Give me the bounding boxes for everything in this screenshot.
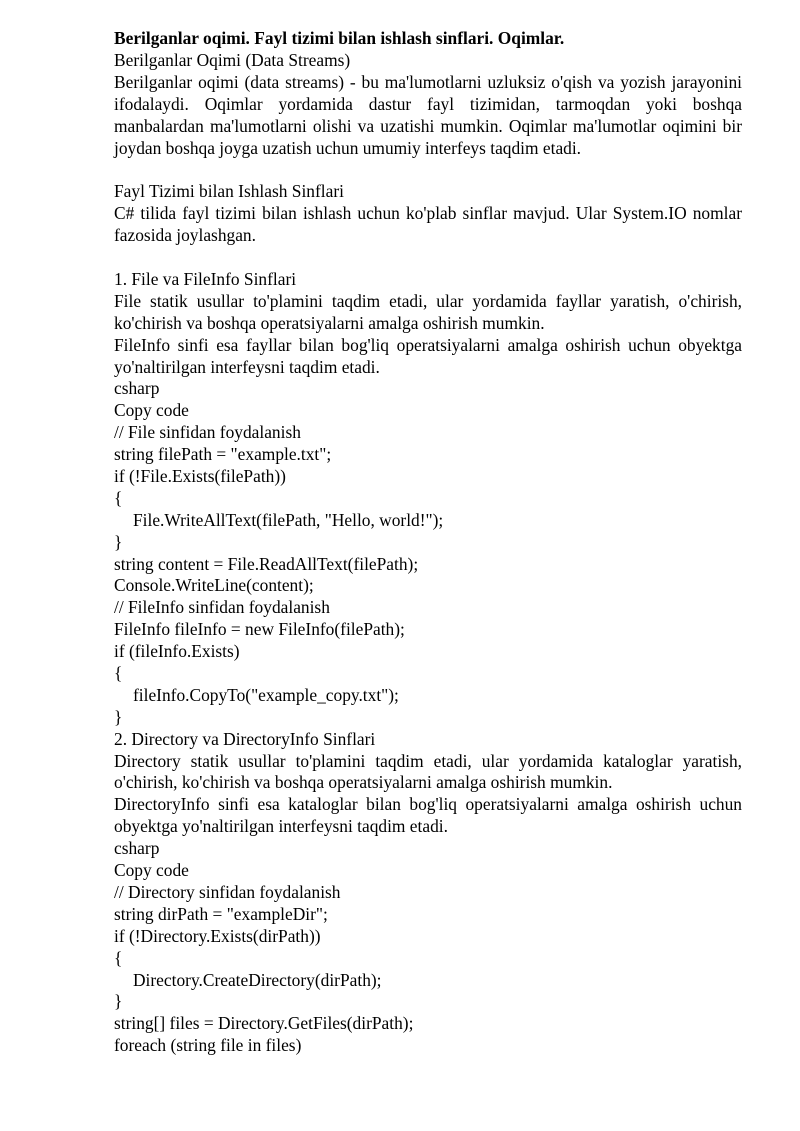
code-line: { [114,487,123,508]
blank-line [114,247,742,269]
code-block-file [114,422,742,728]
code-lang-label: csharp [114,838,160,859]
copy-code-link[interactable]: Copy code [114,400,189,421]
code-line: string filePath = "example.txt"; [114,444,332,465]
blank-line [114,159,742,181]
code-line: { [114,947,123,968]
code-line: File.WriteAllText(filePath, "Hello, world!"); [133,509,444,530]
code-line: string content = File.ReadAllText(filePath); [114,553,419,574]
code-line: } [114,531,123,552]
code-line: // File sinfidan foydalanish [114,422,301,443]
code-lang-label: csharp [114,378,160,399]
code-line: } [114,991,123,1012]
code-line: // FileInfo sinfidan foydalanish [114,597,330,618]
paragraph-fileinfo: FileInfo sinfi esa fayllar bilan bog'liq operatsiyalarni amalga oshirish uchun obyektga yo'naltirilgan interfeysni taqdim etadi. [114,334,742,377]
paragraph-file-system: C# tilida fayl tizimi bilan ishlash uchun ko'plab sinflar mavjud. Ular System.IO nomlar fazosida joylashgan. [114,203,742,246]
document-title: Berilganlar oqimi. Fayl tizimi bilan ishlash sinflari. Oqimlar. [114,28,565,48]
code-line: FileInfo fileInfo = new FileInfo(filePath); [114,619,405,640]
code-block-directory [114,882,742,1057]
paragraph-data-streams: Berilganlar oqimi (data streams) - bu ma'lumotlarni uzluksiz o'qish va yozish jarayonini ifodalaydi. Oqimlar yordamida dastur fayl tizimidan, tarmoqdan yoki boshqa manbalardan ma'lumotlarni olishi va uzatishi mumkin. Oqimlar ma'lumotlar oqimini bir joydan boshqa joyga uzatish uchun umumiy interfeys taqdim etadi. [114,71,742,158]
code-line: fileInfo.CopyTo("example_copy.txt"); [133,684,399,705]
section-heading-data-streams: Berilganlar Oqimi (Data Streams) [114,49,351,70]
code-line: Console.WriteLine(content); [114,575,314,596]
document-page [114,28,742,1057]
copy-code-link[interactable]: Copy code [114,860,189,881]
code-line: if (!Directory.Exists(dirPath)) [114,925,321,946]
section-heading-directory: 2. Directory va DirectoryInfo Sinflari [114,728,376,749]
paragraph-directoryinfo: DirectoryInfo sinfi esa kataloglar bilan bog'liq operatsiyalarni amalga oshirish uchun obyektga yo'naltirilgan interfeysni taqdim etadi. [114,794,742,837]
code-line: if (fileInfo.Exists) [114,641,240,662]
paragraph-file: File statik usullar to'plamini taqdim etadi, ular yordamida fayllar yaratish, o'chirish, ko'chirish va boshqa operatsiyalarni amalga oshirish mumkin. [114,290,742,333]
code-line: string dirPath = "exampleDir"; [114,903,328,924]
code-line: Directory.CreateDirectory(dirPath); [133,969,382,990]
code-line: foreach (string file in files) [114,1035,302,1056]
code-line: } [114,706,123,727]
code-line: // Directory sinfidan foydalanish [114,881,341,902]
paragraph-directory: Directory statik usullar to'plamini taqdim etadi, ular yordamida kataloglar yaratish, o'chirish, ko'chirish va boshqa operatsiyalarni amalga oshirish mumkin. [114,750,742,793]
section-heading-file-system: Fayl Tizimi bilan Ishlash Sinflari [114,181,344,202]
code-line: string[] files = Directory.GetFiles(dirPath); [114,1013,414,1034]
code-line: { [114,662,123,683]
code-line: if (!File.Exists(filePath)) [114,465,286,486]
section-heading-file-fileinfo: 1. File va FileInfo Sinflari [114,268,297,289]
